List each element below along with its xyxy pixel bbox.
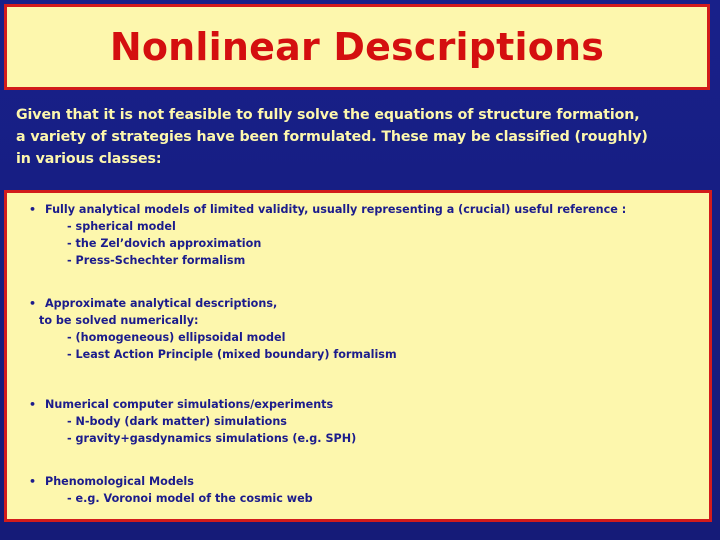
- item-sub: - gravity+gasdynamics simulations (e.g. SPH): [67, 432, 357, 445]
- item-heading: Fully analytical models of limited validity, usually representing a (crucial) useful reference :: [45, 203, 627, 216]
- intro-line: a variety of strategies have been formulated. These may be classified (roughly): [16, 129, 648, 145]
- bullet-icon: •: [29, 203, 37, 216]
- item-sub: - (homogeneous) ellipsoidal model: [67, 331, 286, 344]
- item-sub: - the Zel’dovich approximation: [67, 237, 262, 250]
- intro-line: Given that it is not feasible to fully solve the equations of structure formation,: [16, 107, 640, 123]
- item-heading: Numerical computer simulations/experiments: [45, 398, 334, 411]
- item-heading-continued: to be solved numerically:: [39, 314, 199, 327]
- bullet-icon: •: [29, 297, 37, 310]
- item-sub: - Least Action Principle (mixed boundary) formalism: [67, 348, 397, 361]
- item-sub: - e.g. Voronoi model of the cosmic web: [67, 492, 313, 505]
- content-box: [4, 190, 712, 522]
- item-sub: - spherical model: [67, 220, 176, 233]
- item-heading: Phenomological Models: [45, 475, 194, 488]
- item-heading: Approximate analytical descriptions,: [45, 297, 278, 310]
- item-sub: - Press-Schechter formalism: [67, 254, 246, 267]
- bullet-icon: •: [29, 475, 37, 488]
- bullet-icon: •: [29, 398, 37, 411]
- title-box: [4, 4, 710, 90]
- intro-line: in various classes:: [16, 151, 162, 167]
- item-sub: - N-body (dark matter) simulations: [67, 415, 287, 428]
- intro-paragraph: [16, 104, 706, 170]
- slide-title: Nonlinear Descriptions: [109, 25, 605, 69]
